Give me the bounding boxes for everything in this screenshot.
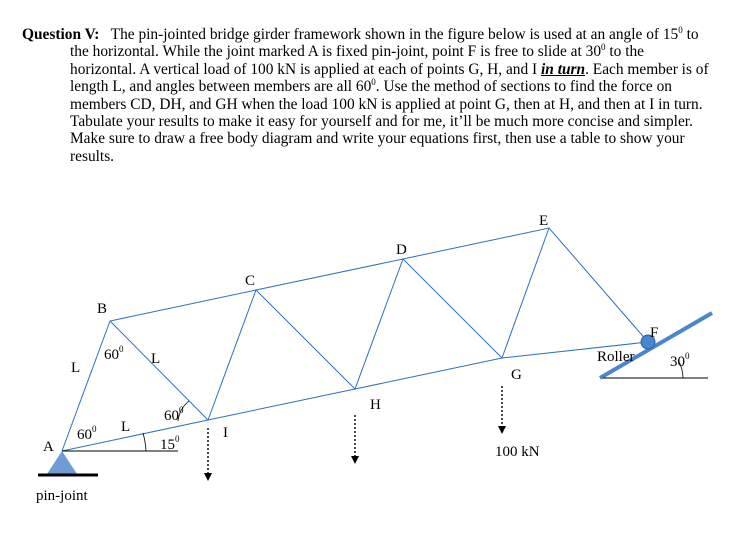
bottom-chord	[62, 342, 648, 451]
question-part-5: . Use the method of sections to find the force on members CD, DH, and GH when the load 100 kN is applied at point G, then at H, and then at I in turn. Tabulate your results to make it easy for yourself and for me, it’ll be much more concise and simpler. Make sure to draw a free body diagram and write your equations first, then use a table to show your results.	[70, 78, 703, 165]
joint-label-C: C	[245, 273, 256, 289]
angle-label-A: $60^0$	[77, 424, 97, 443]
joint-label-I: I	[223, 425, 228, 441]
length-labels	[71, 351, 160, 435]
question-heading: Question V:	[22, 26, 100, 43]
question-part-2: to the horizontal. While the joint marked A is fixed pin-joint, point F is free to slide at 30	[70, 26, 699, 61]
length-label-AB: L	[71, 360, 81, 376]
load-arrow-H-head	[351, 456, 359, 464]
slope-angle-label: $15^0$	[160, 434, 180, 453]
degree-mark: 0	[601, 42, 606, 53]
load-arrow-I-head	[204, 473, 212, 481]
joint-label-D: D	[396, 242, 407, 258]
top-chord	[62, 228, 648, 451]
joint-label-E: E	[539, 213, 549, 229]
angle-label-I: $60^0$	[164, 405, 184, 424]
question-part-4: . Each member is of length L, and angles between members are all 60	[70, 60, 709, 96]
pin-support	[38, 451, 178, 475]
pin-joint-label: pin-joint	[36, 488, 88, 504]
load-arrow-G-head	[498, 426, 506, 434]
joint-label-A: A	[43, 439, 54, 455]
slope-angle-arc	[143, 433, 146, 451]
roller-angle-label: $30^0$	[670, 351, 690, 370]
question-emphasis: in turn	[541, 60, 586, 78]
web-members	[110, 228, 549, 420]
joint-label-B: B	[97, 301, 108, 317]
roller-label: Roller	[597, 349, 635, 365]
joint-label-G: G	[511, 367, 522, 383]
degree-mark: 0	[678, 25, 683, 35]
joint-label-H: H	[370, 397, 381, 413]
length-label-BI: L	[151, 351, 161, 367]
load-label: 100 kN	[495, 444, 540, 460]
question-part-3: to the horizontal. A vertical load of 100 kN is applied at each of points G, H, and I	[70, 43, 645, 78]
angle-label-B: $60^0$	[104, 344, 124, 363]
joint-label-F: F	[650, 325, 659, 341]
truss-members	[62, 228, 648, 451]
degree-mark: 0	[371, 77, 376, 88]
joint-labels	[43, 213, 658, 455]
question-part-1: The pin-jointed bridge girder framework shown in the figure below is used at an angle of 15	[110, 26, 679, 43]
load-arrows	[204, 386, 506, 481]
length-label-AI: L	[121, 419, 131, 435]
